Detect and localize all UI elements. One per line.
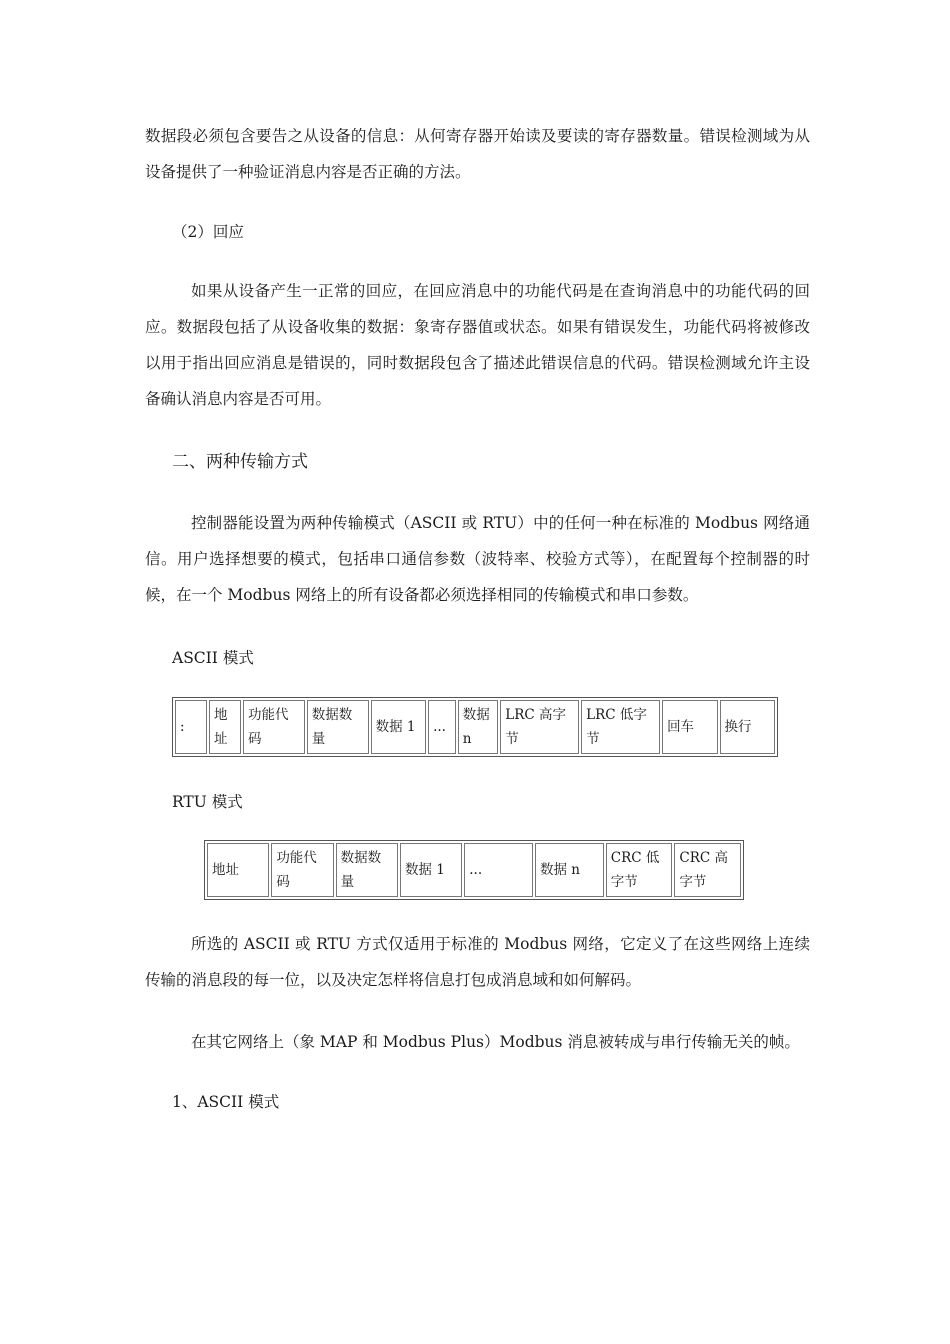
- rtu-cell-crc-low: CRC 低字节: [606, 843, 673, 897]
- paragraph-response: 如果从设备产生一正常的回应，在回应消息中的功能代码是在查询消息中的功能代码的回应。数据段包括了从设备收集的数据：象寄存器值或状态。如果有错误发生，功能代码将被修改以用于指出回应消息是错误的，同时数据段包含了描述此错误信息的代码。错误检测域允许主设备确认消息内容是否可用。: [145, 282, 810, 408]
- ascii-cell-cr: 回车: [662, 700, 717, 754]
- table-row: [175, 700, 775, 754]
- paragraph-other-networks: 在其它网络上（象 MAP 和 Modbus Plus）Modbus 消息被转成与串行传输无关的帧。: [191, 1033, 800, 1051]
- heading-two-transmission-modes: 二、两种传输方式: [172, 452, 308, 472]
- ascii-cell-function-code: 功能代码: [243, 700, 305, 754]
- heading-response: （2）回应: [172, 223, 244, 241]
- ascii-cell-start: :: [175, 700, 207, 754]
- ascii-cell-lrc-high: LRC 高字节: [500, 700, 579, 754]
- paragraph-mode-scope: 所选的 ASCII 或 RTU 方式仅适用于标准的 Modbus 网络，它定义了在这些网络上连续传输的消息段的每一位，以及决定怎样将信息打包成消息域和如何解码。: [145, 935, 810, 989]
- ascii-cell-lf: 换行: [720, 700, 776, 754]
- ascii-cell-data-count: 数据数量: [307, 700, 369, 754]
- rtu-cell-ellipsis: ...: [464, 843, 533, 897]
- rtu-cell-data-n: 数据 n: [535, 843, 604, 897]
- rtu-frame-table: [204, 840, 744, 900]
- table-row: [207, 843, 741, 897]
- heading-ascii-mode: ASCII 模式: [172, 649, 254, 667]
- ascii-cell-ellipsis: ...: [428, 700, 456, 754]
- paragraph-transmission-modes: 控制器能设置为两种传输模式（ASCII 或 RTU）中的任何一种在标准的 Modbus 网络通信。用户选择想要的模式，包括串口通信参数（波特率、校验方式等），在配置每个控制器的时候，在一个 Modbus 网络上的所有设备都必须选择相同的传输模式和串口参数。: [145, 514, 810, 604]
- paragraph-data-field: 数据段必须包含要告之从设备的信息：从何寄存器开始读及要读的寄存器数量。错误检测域为从设备提供了一种验证消息内容是否正确的方法。: [145, 127, 810, 181]
- rtu-cell-address: 地址: [207, 843, 269, 897]
- rtu-cell-function-code: 功能代码: [271, 843, 333, 897]
- rtu-cell-data-count: 数据数量: [336, 843, 398, 897]
- rtu-cell-data-1: 数据 1: [400, 843, 462, 897]
- heading-rtu-mode: RTU 模式: [172, 793, 243, 811]
- ascii-cell-data-1: 数据 1: [371, 700, 426, 754]
- ascii-frame-table: [172, 697, 778, 757]
- ascii-cell-address: 地址: [209, 700, 241, 754]
- rtu-cell-crc-high: CRC 高字节: [674, 843, 741, 897]
- ascii-cell-data-n: 数据 n: [458, 700, 499, 754]
- heading-ascii-mode-section-1: 1、ASCII 模式: [172, 1093, 280, 1111]
- ascii-cell-lrc-low: LRC 低字节: [581, 700, 660, 754]
